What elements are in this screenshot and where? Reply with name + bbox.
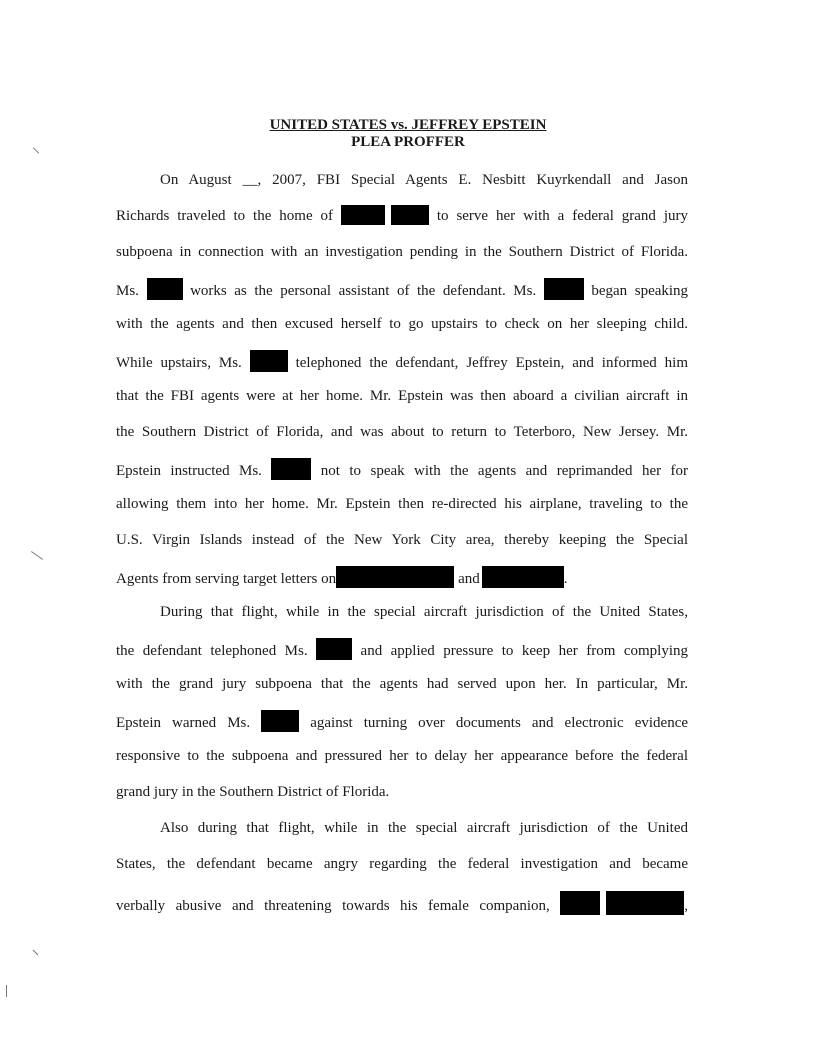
text-line: U.S. Virgin Islands instead of the New York City area, thereby keeping the Special — [116, 532, 688, 548]
text-line: grand jury in the Southern District of Florida. — [116, 784, 390, 800]
redaction-block — [261, 710, 299, 732]
text-line: On August __, 2007, FBI Special Agents E. Nesbitt Kuyrkendall and Jason — [160, 172, 688, 188]
scan-mark — [33, 950, 39, 956]
text-line: the Southern District of Florida, and was about to return to Teterboro, New Jersey. Mr. — [116, 424, 688, 440]
text-line: Richards traveled to the home of to serve her with a federal grand jury — [116, 205, 688, 226]
text-line: responsive to the subpoena and pressured her to delay her appearance before the federal — [116, 748, 688, 764]
text-line: allowing them into her home. Mr. Epstein then re-directed his airplane, traveling to the — [116, 496, 688, 512]
document-subtitle: PLEA PROFFER — [351, 134, 465, 150]
text-line: Ms. works as the personal assistant of the defendant. Ms. began speaking — [116, 278, 688, 301]
text-line: Agents from serving target letters on and . — [116, 566, 688, 589]
redaction-block — [391, 205, 429, 225]
redaction-block — [316, 638, 352, 660]
redaction-block — [341, 205, 385, 225]
text-line: Epstein instructed Ms. not to speak with the agents and reprimanded her for — [116, 458, 688, 481]
text-line: Epstein warned Ms. against turning over documents and electronic evidence — [116, 710, 688, 733]
redaction-block — [336, 566, 454, 588]
scan-mark — [6, 985, 7, 997]
redaction-block — [544, 278, 584, 300]
redaction-block — [250, 350, 288, 372]
redaction-block — [560, 891, 600, 915]
text-line: with the grand jury subpoena that the agents had served upon her. In particular, Mr. — [116, 676, 688, 692]
text-line: the defendant telephoned Ms. and applied pressure to keep her from complying — [116, 638, 688, 661]
text-line: States, the defendant became angry regarding the federal investigation and became — [116, 856, 688, 872]
text-line: that the FBI agents were at her home. Mr. Epstein was then aboard a civilian aircraft in — [116, 388, 688, 404]
text-line: verbally abusive and threatening towards his female companion, , — [116, 891, 688, 916]
text-line: with the agents and then excused herself to go upstairs to check on her sleeping child. — [116, 316, 688, 332]
text-line: subpoena in connection with an investigation pending in the Southern District of Florida. — [116, 244, 688, 260]
redaction-block — [482, 566, 564, 588]
scan-mark — [31, 551, 43, 560]
redaction-block — [147, 278, 183, 300]
document-title: UNITED STATES vs. JEFFREY EPSTEIN — [269, 117, 547, 133]
text-line: Also during that flight, while in the special aircraft jurisdiction of the United — [160, 820, 688, 836]
redaction-block — [606, 891, 684, 915]
text-line: During that flight, while in the special aircraft jurisdiction of the United States, — [160, 604, 688, 620]
text-line: While upstairs, Ms. telephoned the defendant, Jeffrey Epstein, and informed him — [116, 350, 688, 373]
redaction-block — [271, 458, 311, 480]
